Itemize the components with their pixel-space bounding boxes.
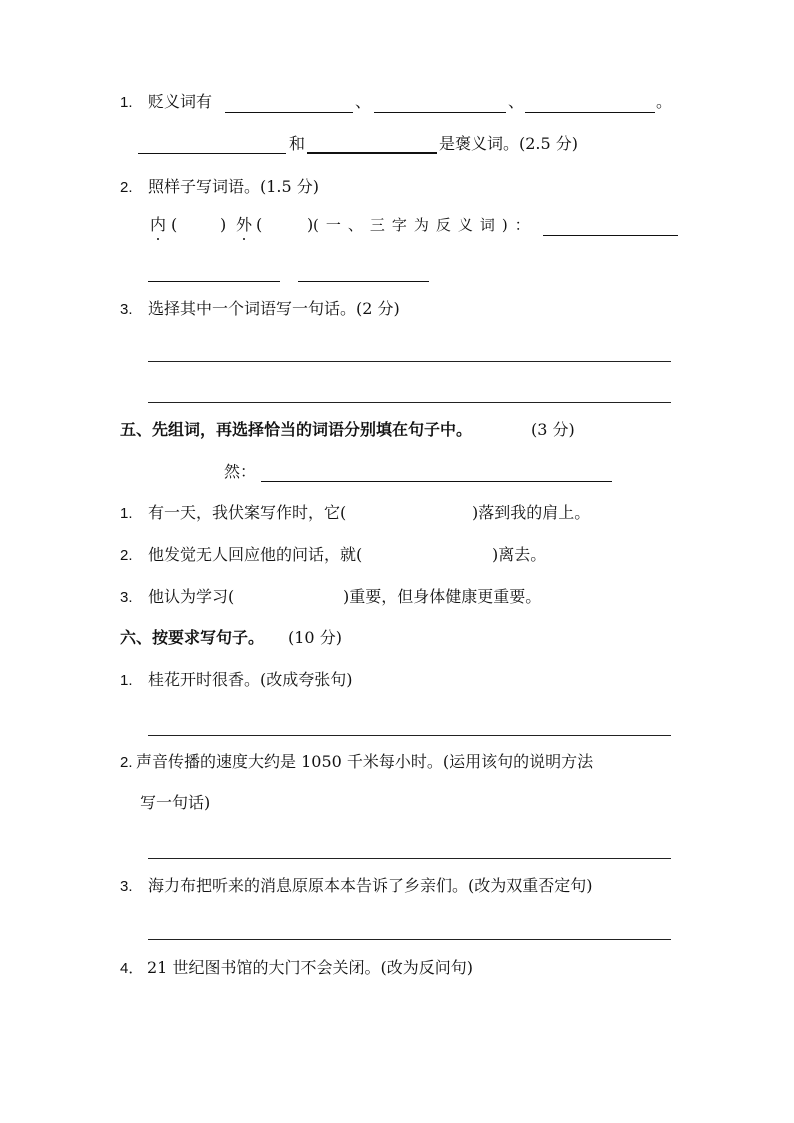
q1-end: 。 [656,92,673,111]
s5q1-number: 1. [120,505,133,522]
s6q3-number: 3. [120,878,133,895]
s5q3-after: )重要，但身体健康更重要。 [343,587,542,606]
q2-text: 照样子写词语。(1.5 分) [148,177,320,196]
s6q3-answer-line[interactable] [148,939,671,940]
s5q3-before: 他认为学习( [148,587,235,606]
q2-paren-close-2: ) [307,215,314,234]
q3-answer-line-2[interactable] [148,402,671,403]
q1-blank-5[interactable] [307,152,437,154]
q3-number: 3. [120,301,133,318]
s5q2-before: 他发觉无人回应他的问话，就( [148,545,363,564]
s6q2-number: 2. [120,754,133,771]
q1-text: 贬义词有 [148,92,213,111]
sec5-ran-label: 然： [224,462,257,481]
s6q4-text: 21 世纪图书馆的大门不会关闭。(改为反问句) [147,958,473,977]
s6q1-text: 桂花开时很香。(改成夸张句) [148,670,353,689]
q2-wai: 外 [236,215,253,234]
s5q1-after: )落到我的肩上。 [472,503,591,522]
q2-nei: 内 [150,215,167,234]
q2-number: 2. [120,179,133,196]
s5q2-number: 2. [120,547,133,564]
q2-paren-close-1: ) [220,215,227,234]
q3-answer-line-1[interactable] [148,361,671,362]
sec5-score: (3 分) [531,420,575,439]
q1-number: 1. [120,94,133,111]
s6q2-text2: 写一句话) [140,793,211,812]
sec6-score: (10 分) [288,628,342,647]
s6q1-number: 1. [120,672,133,689]
s6q4-number: 4． [120,960,144,977]
q2-blank-3[interactable] [298,281,429,282]
q1-blank-1[interactable] [225,112,353,113]
sec6-title: 六、按要求写句子。 [120,628,265,647]
q2-blank-2[interactable] [148,281,280,282]
q1-blank-2[interactable] [374,112,506,113]
q1-blank-3[interactable] [525,112,655,113]
q3-text: 选择其中一个词语写一句话。(2 分) [148,299,400,318]
s5q3-number: 3. [120,589,133,606]
s6q2-answer-line[interactable] [148,858,671,859]
q2-hint: (一、三字为反义词)： [313,216,537,234]
q1-and: 和 [289,134,306,153]
s6q2-text: 声音传播的速度大约是 1050 千米每小时。(运用该句的说明方法 [136,752,594,771]
q2-paren-open-2: ( [256,215,263,234]
s6q3-text: 海力布把听来的消息原原本本告诉了乡亲们。(改为双重否定句) [148,876,593,895]
s5q1-before: 有一天，我伏案写作时，它( [148,503,347,522]
q1-sep-2: 、 [508,92,525,111]
q1-tail: 是褒义词。(2.5 分) [439,134,579,153]
q2-blank-1[interactable] [543,235,678,236]
sec5-title: 五、先组词，再选择恰当的词语分别填在句子中。 [120,420,473,439]
s5q2-after: )离去。 [492,545,547,564]
s6q1-answer-line[interactable] [148,735,671,736]
q2-paren-open-1: ( [171,215,178,234]
q1-blank-4[interactable] [138,153,286,154]
sec5-ran-blank[interactable] [261,481,612,482]
q1-sep-1: 、 [355,92,372,111]
